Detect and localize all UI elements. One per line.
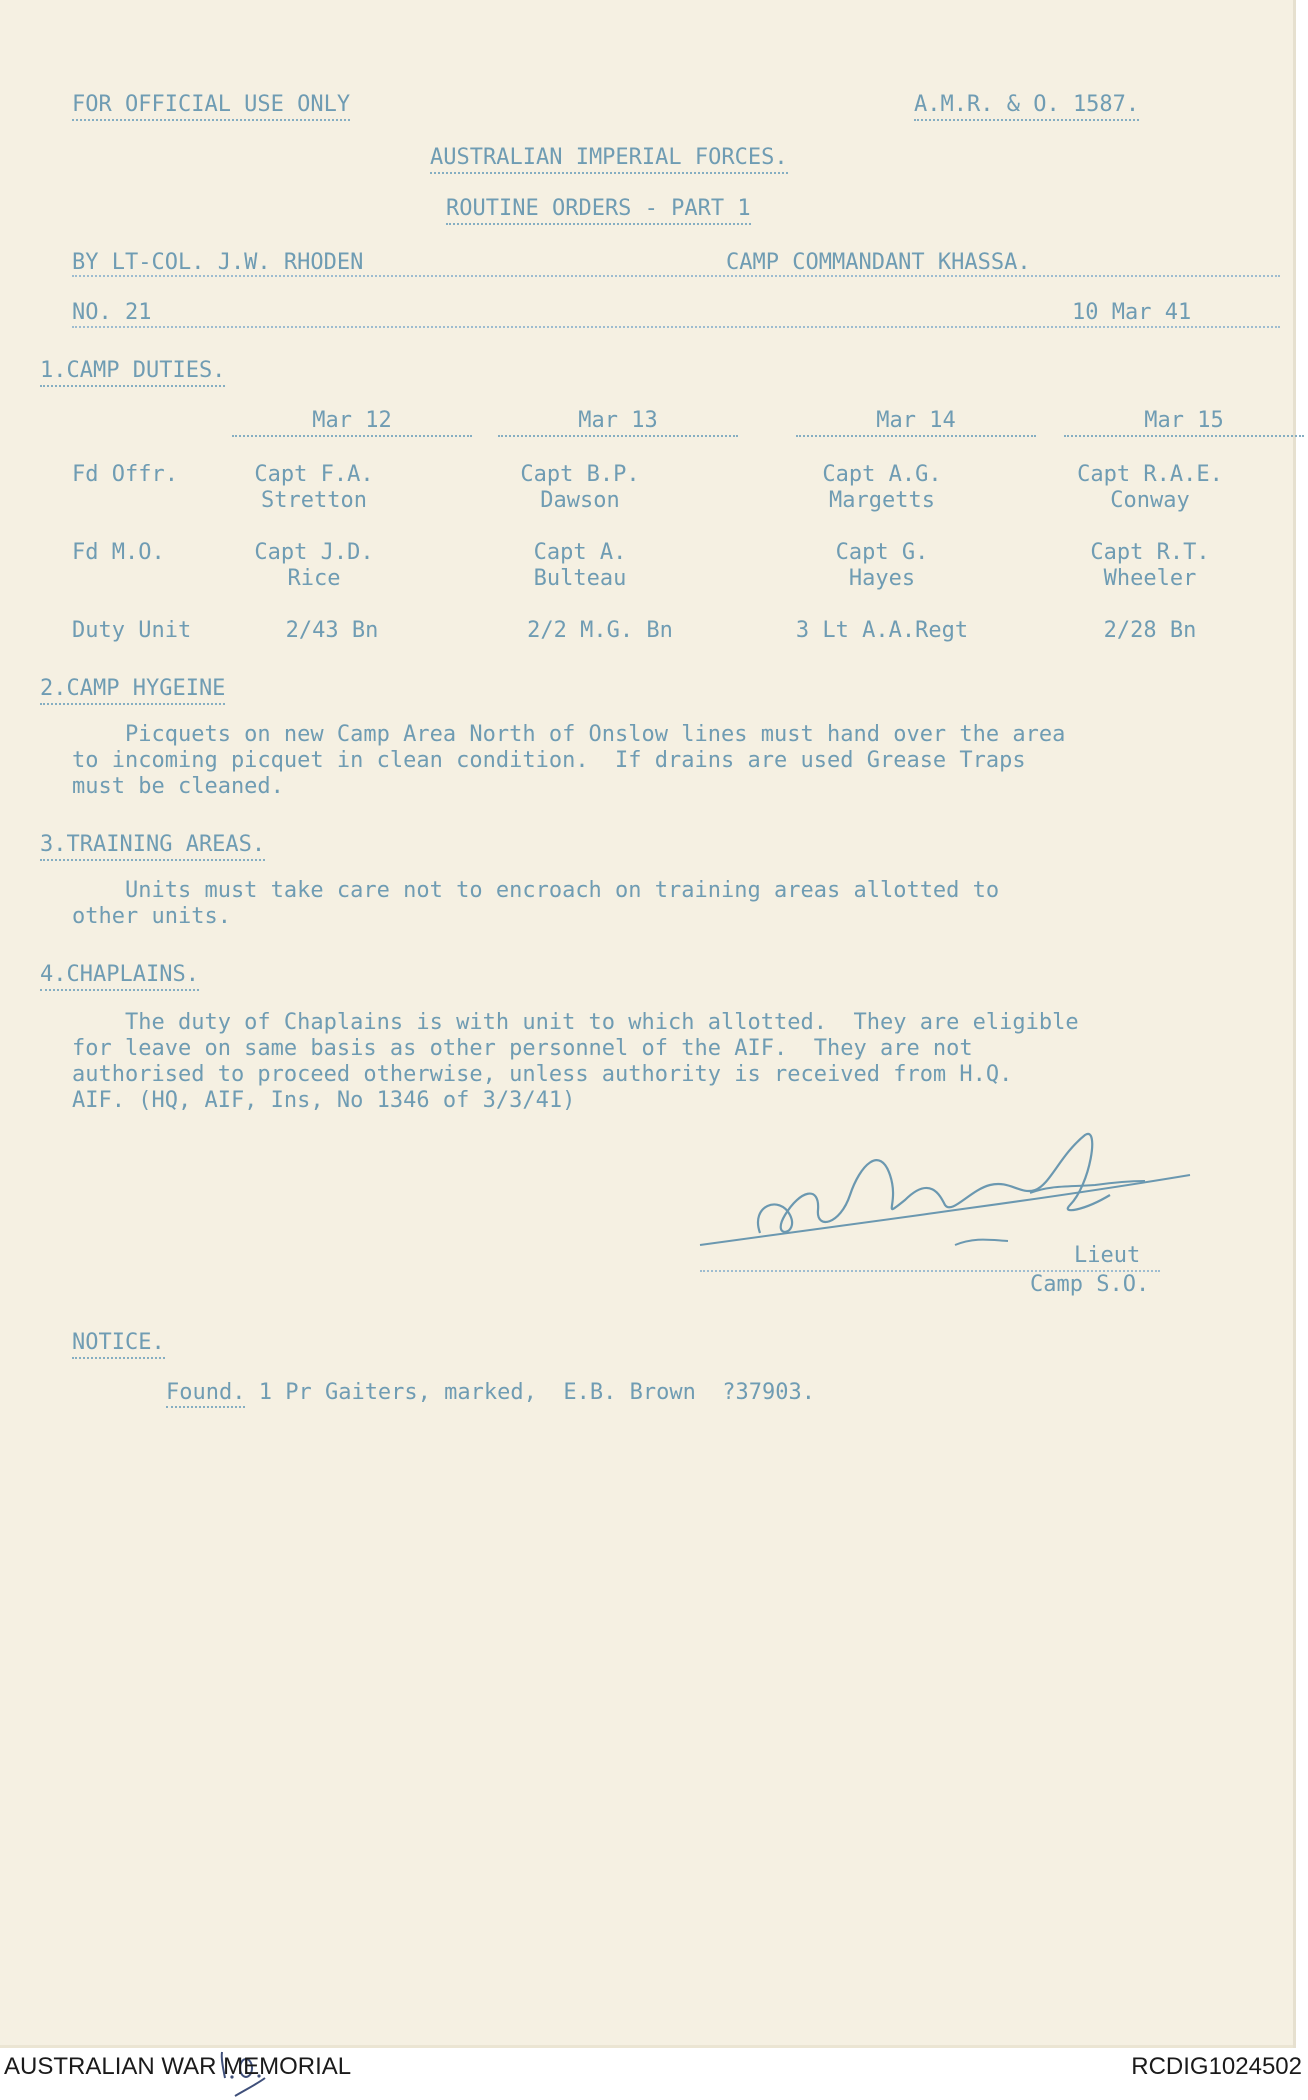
signatory-rank: Lieut <box>1074 1243 1141 1268</box>
training-areas-text: Units must take care not to encroach on training areas allotted to other units. <box>72 878 1000 929</box>
reference-number: A.M.R. & O. 1587. <box>914 92 1139 121</box>
row-label-duty-unit: Duty Unit <box>72 618 192 643</box>
row-label-fd-offr: Fd Offr. <box>72 462 178 487</box>
duty-cell: Capt A. Bulteau <box>533 540 627 591</box>
by-line: BY LT-COL. J.W. RHODEN <box>72 250 364 275</box>
training-areas-heading: 3.TRAINING AREAS. <box>40 832 265 861</box>
date-header: Mar 14 <box>796 408 1036 437</box>
commandant-line: CAMP COMMANDANT KHASSA. <box>726 250 1031 275</box>
duty-cell: Capt B.P. Dawson <box>520 462 640 513</box>
duty-cell: 2/2 M.G. Bn <box>527 618 673 643</box>
duty-cell: 2/43 Bn <box>285 618 379 643</box>
order-number: NO. 21 <box>72 300 152 325</box>
duty-cell: 3 Lt A.A.Regt <box>795 618 969 643</box>
date-header: Mar 15 <box>1064 408 1304 437</box>
found-text: 1 Pr Gaiters, marked, E.B. Brown ?37903. <box>245 1380 816 1405</box>
organisation-title: AUSTRALIAN IMPERIAL FORCES. <box>430 145 788 174</box>
date-header: Mar 12 <box>232 408 472 437</box>
duty-cell: 2/28 Bn <box>1103 618 1197 643</box>
duty-cell: Capt J.D. Rice <box>254 540 374 591</box>
notice-line <box>166 1380 815 1406</box>
document-title: ROUTINE ORDERS - PART 1 <box>446 196 751 225</box>
duty-cell: Capt R.T. Wheeler <box>1090 540 1210 591</box>
camp-hygiene-text: Picquets on new Camp Area North of Onslow lines must hand over the area to incoming picquet in clean condition. If drains are used Grease Traps must be cleaned. <box>72 722 1066 799</box>
notice-heading: NOTICE. <box>72 1330 165 1359</box>
row-label-fd-mo: Fd M.O. <box>72 540 165 565</box>
duty-cell: Capt R.A.E. Conway <box>1077 462 1223 513</box>
chaplains-heading: 4.CHAPLAINS. <box>40 962 199 991</box>
classification-label: FOR OFFICIAL USE ONLY <box>72 92 350 121</box>
chaplains-text: The duty of Chaplains is with unit to which allotted. They are eligible for leave on same basis as other personnel of the AIF. They are not authorised to proceed otherwise, unless authority is received from H.Q. AIF. (HQ, AIF, Ins, No 1346 of 3/3/41) <box>72 1010 1079 1113</box>
camp-duties-heading: 1.CAMP DUTIES. <box>40 358 225 387</box>
footer-institution: AUSTRALIAN WAR MEMORIAL <box>4 2053 352 2080</box>
signatory-position: Camp S.O. <box>1030 1272 1150 1297</box>
header-rule <box>72 275 1280 277</box>
duty-cell: Capt A.G. Margetts <box>822 462 942 513</box>
number-rule <box>72 326 1280 328</box>
duty-cell: Capt F.A. Stretton <box>254 462 374 513</box>
found-label: Found. <box>166 1380 245 1408</box>
order-date: 10 Mar 41 <box>1072 300 1192 325</box>
camp-hygiene-heading: 2.CAMP HYGEINE <box>40 676 225 705</box>
date-header: Mar 13 <box>498 408 738 437</box>
duty-cell: Capt G. Hayes <box>835 540 929 591</box>
footer-reference: RCDIG1024502 <box>1131 2053 1302 2080</box>
